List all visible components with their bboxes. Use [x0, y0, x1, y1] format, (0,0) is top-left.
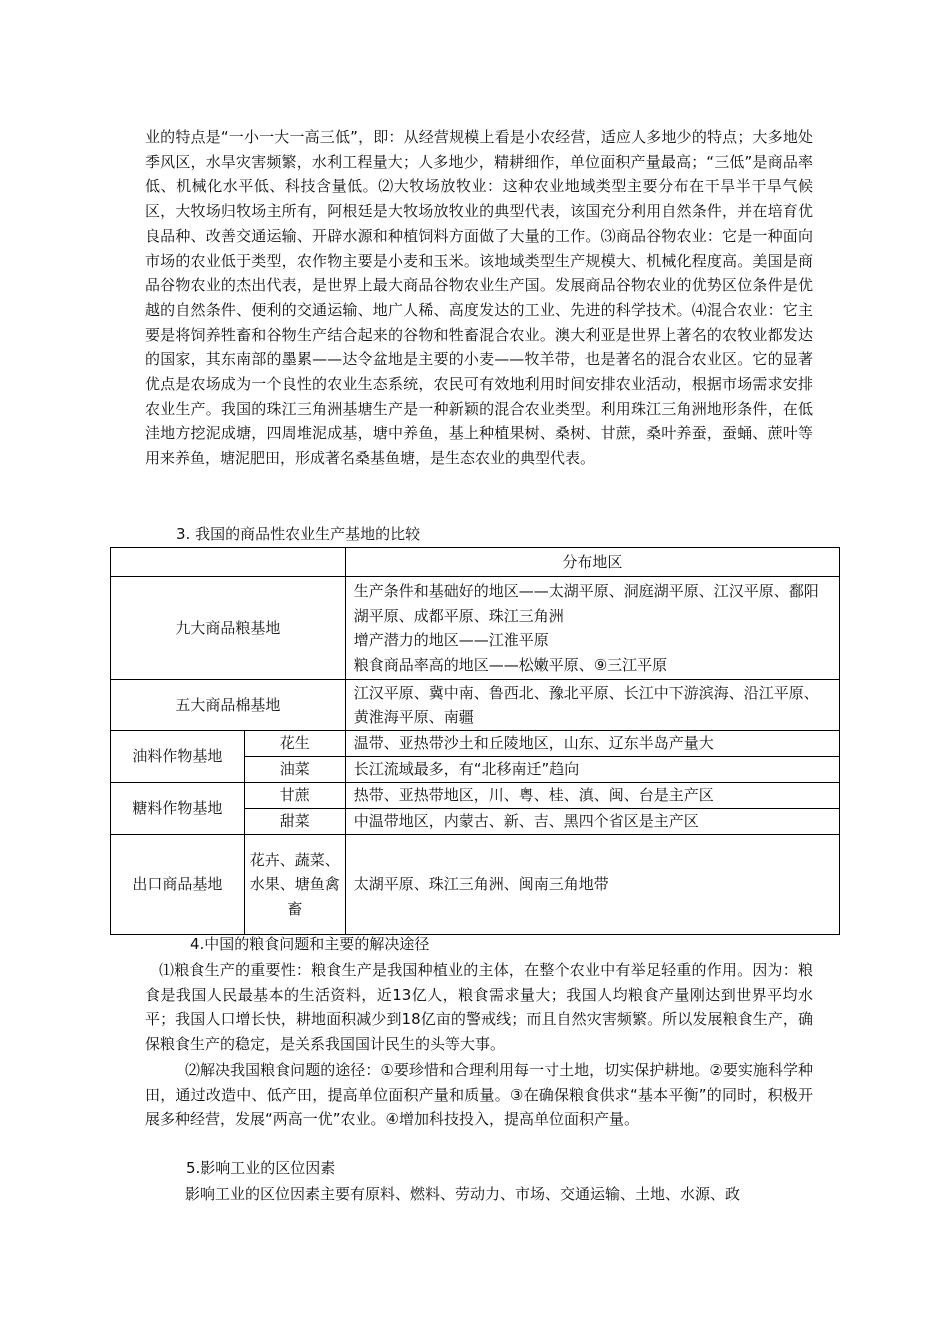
table-header-blank: [111, 548, 346, 577]
grain-base-label: 九大商品粮基地: [111, 577, 346, 680]
crop-sugarbeet: 甜菜: [244, 809, 345, 835]
table-row-sugarcane: [111, 783, 840, 809]
cotton-base-regions: 江汉平原、冀中南、鲁西北、豫北平原、长江中下游滨海、沿江平原、黄淮海平原、南疆: [345, 680, 839, 731]
grain-line: 粮食商品率高的地区——松嫩平原、⑨三江平原: [353, 655, 668, 674]
industry-location-paragraph: 影响工业的区位因素主要有原料、燃料、劳动力、市场、交通运输、土地、水源、政: [185, 1185, 741, 1203]
table-header-region: 分布地区: [345, 548, 839, 577]
grain-line: 生产条件和基础好的地区——太湖平原、洞庭湖平原、江汉平原、鄱阳湖平原、成都平原、珠江三角洲: [353, 582, 819, 625]
rapeseed-regions: 长江流域最多，有“北移南迁”趋向: [345, 757, 839, 783]
export-base-label: 出口商品基地: [111, 835, 245, 935]
grain-base-regions: [345, 577, 839, 680]
agriculture-types-paragraph: 业的特点是“一小一大一高三低”，即：从经营规模上看是小农经营，适应人多地少的特点；大多地处季风区，水旱灾害频繁，水利工程量大；人多地少，精耕细作，单位面积产量最高；“三低”是商品率低、机械化水平低、科技含量低。⑵大牧场放牧业：这种农业地域类型主要分布在干旱半干旱气候区，大牧场归牧场主所有，阿根廷是大牧场放牧业的典型代表，该国充分利用自然条件，并在培育优良品种、改善交通运输、开辟水源和种植饲料方面做了大量的工作。⑶商品谷物农业：它是一种面向市场的农业低于类型，农作物主要是小麦和玉米。该地域类型生产规模大、机械化程度高。美国是商品谷物农业的杰出代表，是世界上最大商品谷物农业生产国。发展商品谷物农业的优势区位条件是优越的自然条件、便利的交通运输、地广人稀、高度发达的工业、先进的科学技术。⑷混合农业：它主要是将饲养牲畜和谷物生产结合起来的谷物和牲畜混合农业。澳大利亚是世界上著名的农牧业都发达的国家，其东南部的墨累——达令盆地是主要的小麦——牧羊带，也是著名的混合农业区。它的显著优点是农场成为一个良性的农业生态系统，农民可有效地利用时间安排农业活动，根据市场需求安排农业生产。我国的珠江三角洲基塘生产是一种新颖的混合农业类型。利用珠江三角洲地形条件，在低洼地方挖泥成塘，四周堆泥成基，塘中养鱼，基上种植果树、桑树、甘蔗，桑叶养蚕，蚕蛹、蔗叶等用来养鱼，塘泥肥田，形成著名桑基鱼塘，是生态农业的典型代表。: [145, 128, 813, 468]
table-header-row: [111, 548, 840, 577]
crop-peanut: 花生: [244, 731, 345, 757]
crop-sugarcane: 甘蔗: [244, 783, 345, 809]
cotton-base-label: 五大商品棉基地: [111, 680, 346, 731]
grain-importance-paragraph: ⑴粮食生产的重要性：粮食生产是我国种植业的主体，在整个农业中有举足轻重的作用。因为：粮食是我国人民最基本的生活资料，近13亿人，粮食需求量大；我国人均粮食产量刚达到世界平均水平；我国人口增长快，耕地面积减少到18亿亩的警戒线；而且自然灾害频繁。所以发展粮食生产，确保粮食生产的稳定，是关系我国国计民生的头等大事。: [145, 961, 813, 1054]
section-4-heading: 4.中国的粮食问题和主要的解决途径: [190, 935, 430, 953]
oil-base-label: 油料作物基地: [111, 731, 245, 783]
table-row-peanut: [111, 731, 840, 757]
peanut-regions: 温带、亚热带沙土和丘陵地区，山东、辽东半岛产量大: [345, 731, 839, 757]
section-3-heading: 3. 我国的商品性农业生产基地的比较: [176, 525, 421, 543]
table-row-grain: [111, 577, 840, 680]
commodity-base-table: [110, 547, 840, 935]
export-regions: 太湖平原、珠江三角洲、闽南三角地带: [345, 835, 839, 935]
sugar-base-label: 糖料作物基地: [111, 783, 245, 835]
sugarbeet-regions: 中温带地区，内蒙古、新、吉、黑四个省区是主产区: [345, 809, 839, 835]
grain-line: 增产潜力的地区——江淮平原: [353, 631, 549, 649]
table-row-export: [111, 835, 840, 935]
table-row-cotton: [111, 680, 840, 731]
section-5-heading: 5.影响工业的区位因素: [186, 1159, 336, 1177]
export-crops: 花卉、蔬菜、水果、塘鱼禽畜: [244, 835, 345, 935]
grain-solutions-paragraph: ⑵解决我国粮食问题的途径：①要珍惜和合理利用每一寸土地，切实保护耕地。②要实施科学种田，通过改造中、低产田，提高单位面积产量和质量。③在确保粮食供求“基本平衡”的同时，积极开展多种经营，发展“两高一优”农业。④增加科技投入，提高单位面积产量。: [145, 1061, 813, 1129]
crop-rapeseed: 油菜: [244, 757, 345, 783]
sugarcane-regions: 热带、亚热带地区，川、粤、桂、滇、闽、台是主产区: [345, 783, 839, 809]
